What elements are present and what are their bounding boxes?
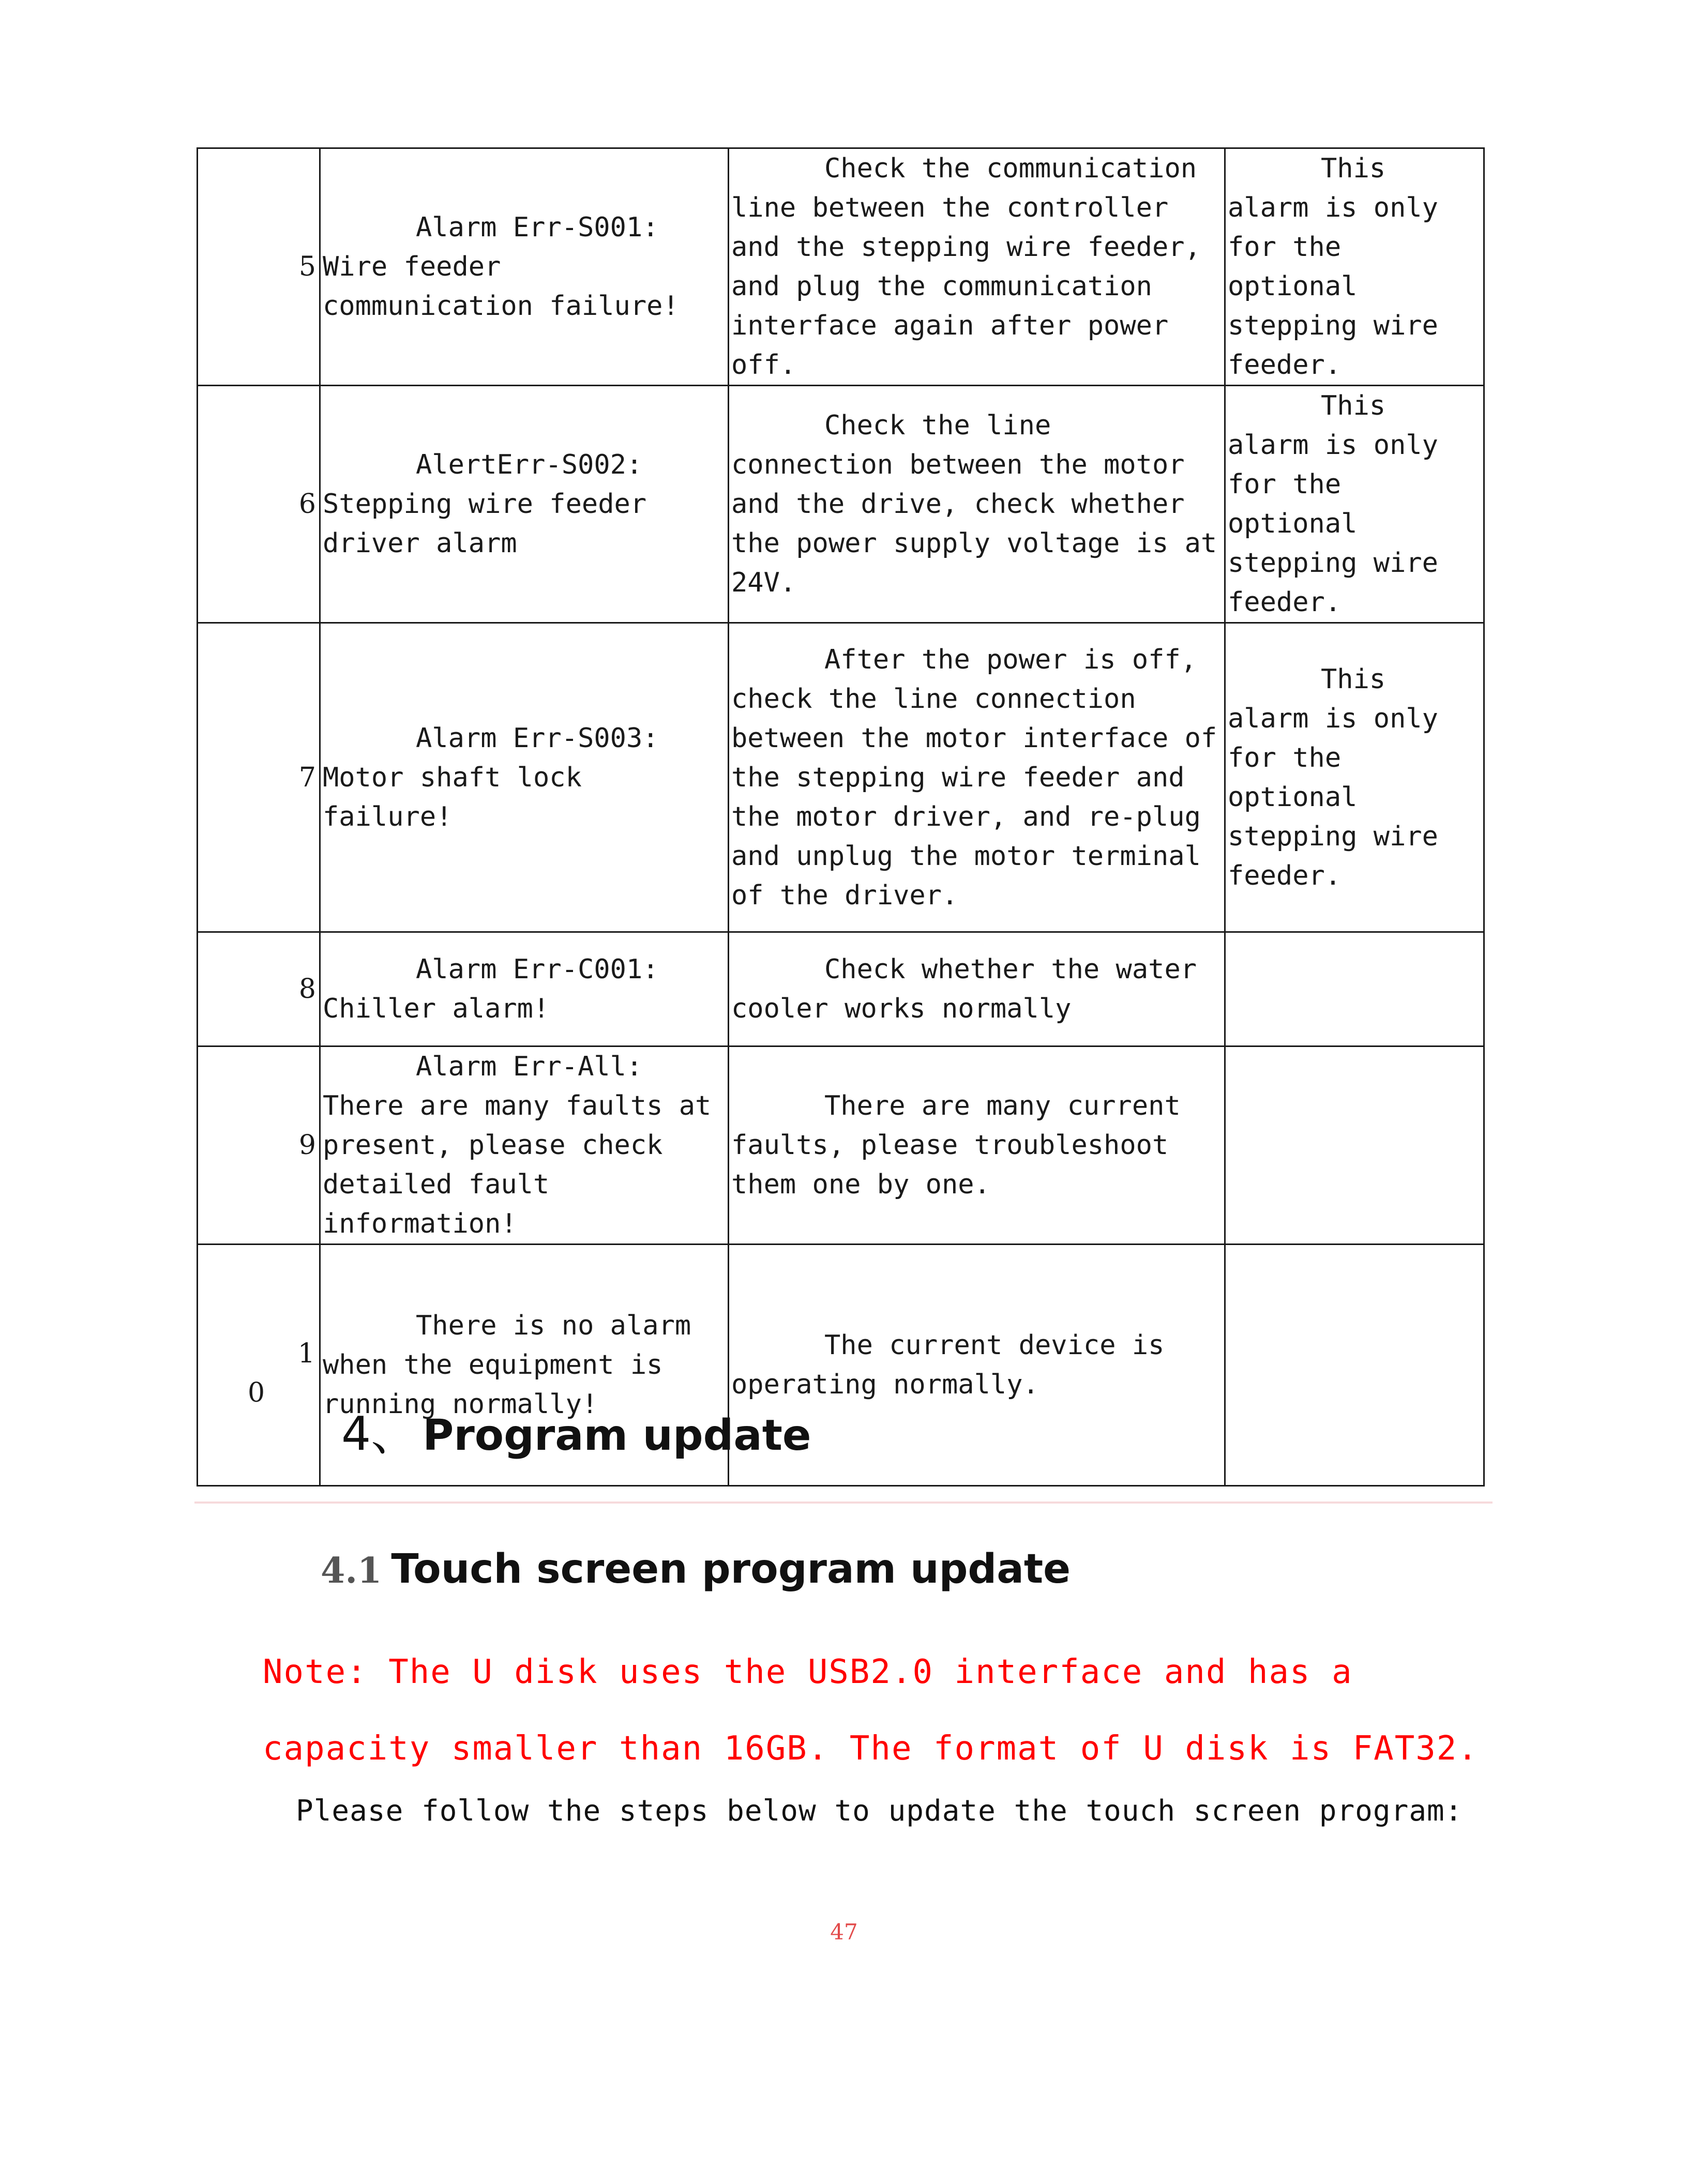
- alarm-cell: [320, 1046, 729, 1245]
- row-number: 6: [198, 386, 320, 623]
- alarm-text: Alarm Err-S001: Wire feeder communication failure!: [323, 212, 679, 322]
- solution-cell: [729, 932, 1225, 1046]
- alarm-cell: [320, 623, 729, 932]
- alarm-cell: [320, 148, 729, 386]
- remark-cell: [1225, 386, 1484, 623]
- alarm-text: Alarm Err-S003: Motor shaft lock failure!: [323, 722, 675, 832]
- section-heading: [341, 1396, 811, 1463]
- row-number: [198, 1245, 320, 1486]
- alarm-cell: [320, 386, 729, 623]
- subsection-number: 4.1: [321, 1550, 382, 1591]
- note-text: Note: The U disk uses the USB2.0 interface and has a capacity smaller than 16GB. The format of U disk is FAT32.: [263, 1653, 1479, 1768]
- solution-cell: [729, 148, 1225, 386]
- table-row: [198, 1046, 1484, 1245]
- solution-text: After the power is off, check the line connection between the motor interface of the stepping wire feeder and the motor driver, and re-plug and unplug the motor terminal of the driver.: [731, 644, 1233, 911]
- row-number: 8: [198, 932, 320, 1046]
- remark-cell: [1225, 1046, 1484, 1245]
- section-divider: [194, 1502, 1493, 1504]
- section-number: 4、: [341, 1407, 418, 1461]
- solution-text: Check the communication line between the controller and the stepping wire feeder, and plug the communication interface again after power off.: [731, 153, 1217, 381]
- remark-cell: [1225, 148, 1484, 386]
- remark-text: This alarm is only for the optional stepping wire feeder.: [1228, 153, 1455, 381]
- alarm-text: Alarm Err-C001: Chiller alarm!: [323, 954, 675, 1024]
- row-number: 7: [198, 623, 320, 932]
- solution-text: Check whether the water cooler works normally: [731, 954, 1213, 1024]
- table-row: [198, 932, 1484, 1046]
- table-row: [198, 148, 1484, 386]
- table-row: [198, 386, 1484, 623]
- row-number-part2: 0: [248, 1377, 265, 1408]
- solution-text: Check the line connection between the motor and the drive, check whether the power supply voltage is at 24V.: [731, 410, 1233, 598]
- section-title: Program update: [423, 1411, 811, 1460]
- alarm-cell: [320, 932, 729, 1046]
- alarm-table: [197, 147, 1485, 1487]
- table-row: [198, 623, 1484, 932]
- instruction-text: Please follow the steps below to update the touch screen program:: [296, 1794, 1463, 1828]
- row-number-part1: 1: [297, 1338, 315, 1369]
- row-number: 5: [198, 148, 320, 386]
- alarm-text: AlertErr-S002: Stepping wire feeder driver alarm: [323, 449, 663, 559]
- solution-text: There are many current faults, please troubleshoot them one by one.: [731, 1090, 1197, 1200]
- solution-cell: [729, 1046, 1225, 1245]
- solution-cell: [729, 623, 1233, 932]
- row-number: 9: [198, 1046, 320, 1245]
- remark-text: This alarm is only for the optional stepping wire feeder.: [1228, 663, 1455, 891]
- subsection-heading: [321, 1546, 1071, 1593]
- page-number: 47: [830, 1919, 858, 1945]
- solution-text: The current device is operating normally.: [731, 1330, 1181, 1400]
- remark-cell: [1225, 623, 1484, 932]
- remark-text: This alarm is only for the optional stepping wire feeder.: [1228, 390, 1455, 618]
- remark-cell: [1225, 1245, 1484, 1486]
- alarm-text: Alarm Err-All: There are many faults at present, please check detailed fault information!: [323, 1051, 728, 1239]
- subsection-title: Touch screen program update: [391, 1546, 1071, 1593]
- alarm-text: There is no alarm when the equipment is running normally!: [323, 1310, 707, 1420]
- remark-cell: [1225, 932, 1484, 1046]
- solution-cell: [729, 386, 1233, 623]
